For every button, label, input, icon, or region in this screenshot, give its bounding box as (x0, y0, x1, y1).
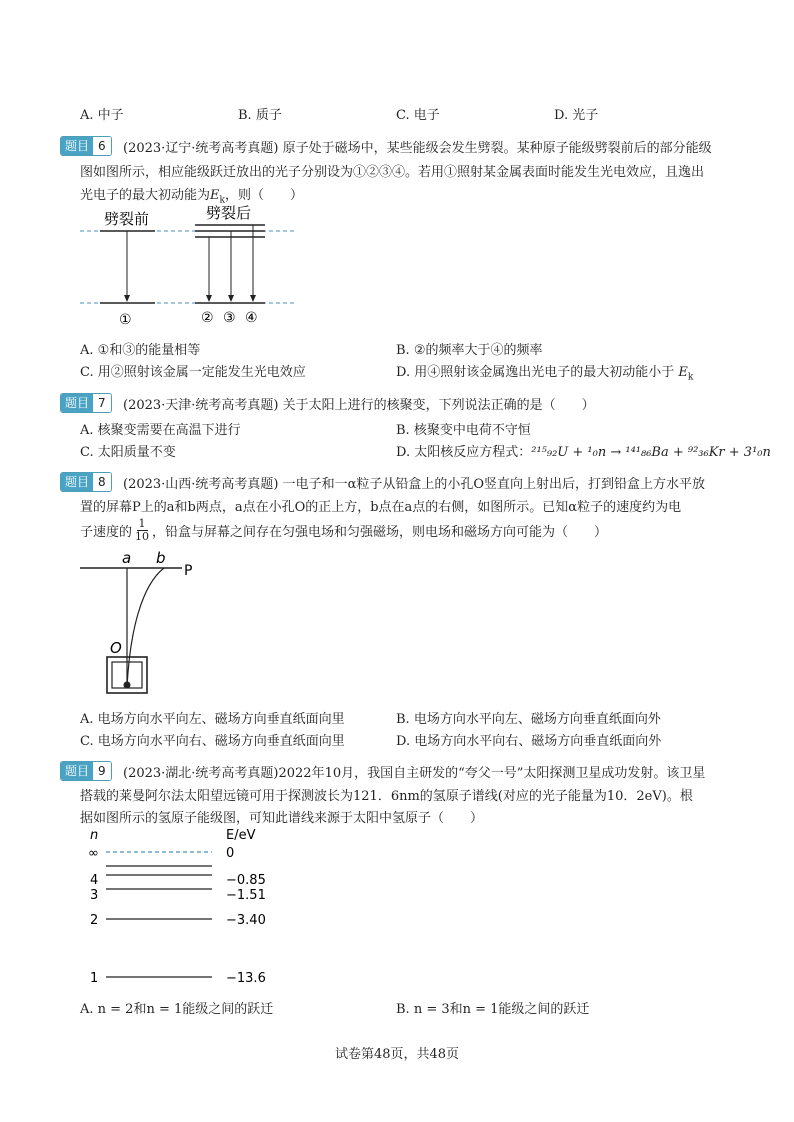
q7-option-d-pre: D. 太阳核反应方程式： (396, 445, 532, 460)
q9-level-3-e: −1.51 (226, 888, 266, 903)
q9-level-2-e: −3.40 (226, 913, 266, 928)
q6-badge (60, 136, 112, 156)
q9-level-4-e: −0.85 (226, 873, 266, 888)
q9-level-1-e: −13.6 (226, 971, 266, 986)
q7-line1: (2023·天津·统考高考真题) 关于太阳上进行的核聚变，下列说法正确的是（ ） (123, 398, 595, 413)
q6-option-d-sub: k (687, 372, 694, 383)
q6-badge-number: 6 (93, 137, 111, 155)
q8-option-a: A. 电场方向水平向左、磁场方向垂直纸面向里 (80, 712, 345, 727)
q9-level-4-n: 4 (90, 873, 99, 888)
q8-fraction (135, 518, 149, 543)
q6-line2: 图如图所示，相应能级跃迁放出的光子分别设为①②③④。若用①照射某金属表面时能发生光电效应，且逸出 (80, 165, 705, 180)
top-option-c: C. 电子 (396, 108, 440, 123)
q9-badge (60, 761, 112, 781)
q6-option-d (396, 361, 693, 383)
q8-line3-pre: 子速度的 (80, 525, 133, 540)
q9-level-inf-n: ∞ (88, 846, 99, 861)
q6-arrowhead-3 (228, 295, 234, 302)
q6-energy-split-figure (80, 200, 300, 330)
q6-fig-label-3: ③ (223, 310, 236, 326)
q6-option-a: A. ①和③的能量相等 (80, 343, 201, 358)
q8-badge (60, 472, 112, 492)
q6-line3-sub: k (219, 195, 225, 206)
q8-option-b: B. 电场方向水平向左、磁场方向垂直纸面向外 (396, 712, 661, 727)
q7-option-d (396, 441, 771, 460)
q9-line1: (2023·湖北·统考高考真题)2022年10月，我国自主研发的“夸父一号”太阳探测卫星成功发射。该卫星 (123, 766, 706, 781)
q9-hydrogen-energy-diagram (80, 823, 300, 988)
q6-line3-pre: 光电子的最大初动能为 (80, 188, 211, 203)
q7-option-b: B. 核聚变中电荷不守恒 (396, 423, 531, 438)
page-footer: 试卷第48页，共48页 (334, 1047, 460, 1062)
q9-line3: 据如图所示的氢原子能级图，可知此谱线来源于太阳中氢原子（ ） (80, 811, 484, 826)
q8-fig-hole-label: O (110, 639, 122, 657)
q6-option-b: B. ②的频率大于④的频率 (396, 343, 543, 358)
q6-badge-label: 题目 (61, 137, 93, 155)
q9-option-a: A. n = 2和n = 1能级之间的跃迁 (80, 1002, 274, 1017)
q8-line1: (2023·山西·统考高考真题) 一电子和一α粒子从铅盒上的小孔O竖直向上射出后，打到铅盒上方水平放 (123, 477, 706, 492)
q6-fig-label-1: ① (119, 312, 132, 328)
q7-option-d-equation: ²¹⁵₉₂U + ¹₀n → ¹⁴¹₈₆Ba + ⁹²₃₆Kr + 3¹₀n (531, 445, 771, 460)
q6-fig-label-2: ② (201, 310, 214, 326)
q6-fig-label-4: ④ (245, 310, 258, 326)
q8-line2: 置的屏幕P上的a和b两点，a点在小孔O的正上方，b点在a点的右侧，如图所示。已知α粒子的速度约为电 (80, 500, 682, 515)
q7-option-c: C. 太阳质量不变 (80, 445, 176, 460)
q8-source-dot (124, 682, 131, 689)
q9-level-1-n: 1 (90, 971, 99, 986)
q8-fraction-denominator: 10 (135, 530, 150, 543)
q6-fig-after-label: 劈裂后 (206, 204, 252, 222)
q8-badge-number: 8 (93, 473, 111, 491)
q6-fig-before-label: 劈裂前 (104, 210, 150, 228)
q6-line1: (2023·辽宁·统考高考真题) 原子处于磁场中，某些能级会发生劈裂。某种原子能级劈裂前后的部分能级 (123, 141, 712, 156)
q6-line3-post: ，则（ ） (224, 188, 303, 203)
q7-option-a: A. 核聚变需要在高温下进行 (80, 423, 241, 438)
q8-line3-post: ，铅盒与屏幕之间存在匀强电场和匀强磁场，则电场和磁场方向可能为（ ） (152, 525, 608, 540)
q9-badge-number: 9 (93, 762, 111, 780)
q8-fig-point-a: a (122, 549, 132, 567)
top-option-a: A. 中子 (80, 108, 124, 123)
top-option-b: B. 质子 (238, 108, 282, 123)
q7-badge-label: 题目 (61, 394, 93, 412)
q8-line3 (80, 518, 607, 543)
q9-level-inf-e: 0 (226, 846, 235, 861)
q6-arrowhead-2 (206, 295, 212, 302)
q9-fig-e-label: E/eV (226, 828, 256, 843)
q8-badge-label: 题目 (61, 473, 93, 491)
q7-badge-number: 7 (93, 394, 111, 412)
q9-level-3-n: 3 (90, 888, 99, 903)
q8-option-d: D. 电场方向水平向右、磁场方向垂直纸面向外 (396, 734, 662, 749)
top-option-d: D. 光子 (554, 108, 599, 123)
q9-badge-label: 题目 (61, 762, 93, 780)
q6-arrowhead-1 (124, 295, 130, 302)
q8-fig-screen-label: P (184, 563, 193, 579)
q8-fraction-numerator: 1 (138, 517, 146, 530)
q6-option-c: C. 用②照射该金属一定能发生光电效应 (80, 365, 306, 380)
q6-line3-var: E (210, 188, 220, 203)
q6-option-d-pre: D. 用④照射该金属逸出光电子的最大初动能小于 (396, 365, 675, 380)
q9-line2: 搭载的莱曼阿尔法太阳望远镜可用于探测波长为121．6nm的氢原子谱线(对应的光子能量为10．2eV)。根 (80, 789, 693, 804)
q8-fig-point-b: b (156, 549, 166, 567)
q8-lead-box-figure (80, 545, 230, 700)
q8-curved-track (127, 568, 164, 687)
q9-level-2-n: 2 (90, 913, 99, 928)
q9-fig-n-label: n (90, 828, 99, 843)
q8-option-c: C. 电场方向水平向右、磁场方向垂直纸面向里 (80, 734, 345, 749)
q7-badge (60, 393, 112, 413)
q6-option-d-var: E (678, 365, 688, 380)
q6-arrowhead-4 (250, 295, 256, 302)
q9-option-b: B. n = 3和n = 1能级之间的跃迁 (396, 1002, 590, 1017)
